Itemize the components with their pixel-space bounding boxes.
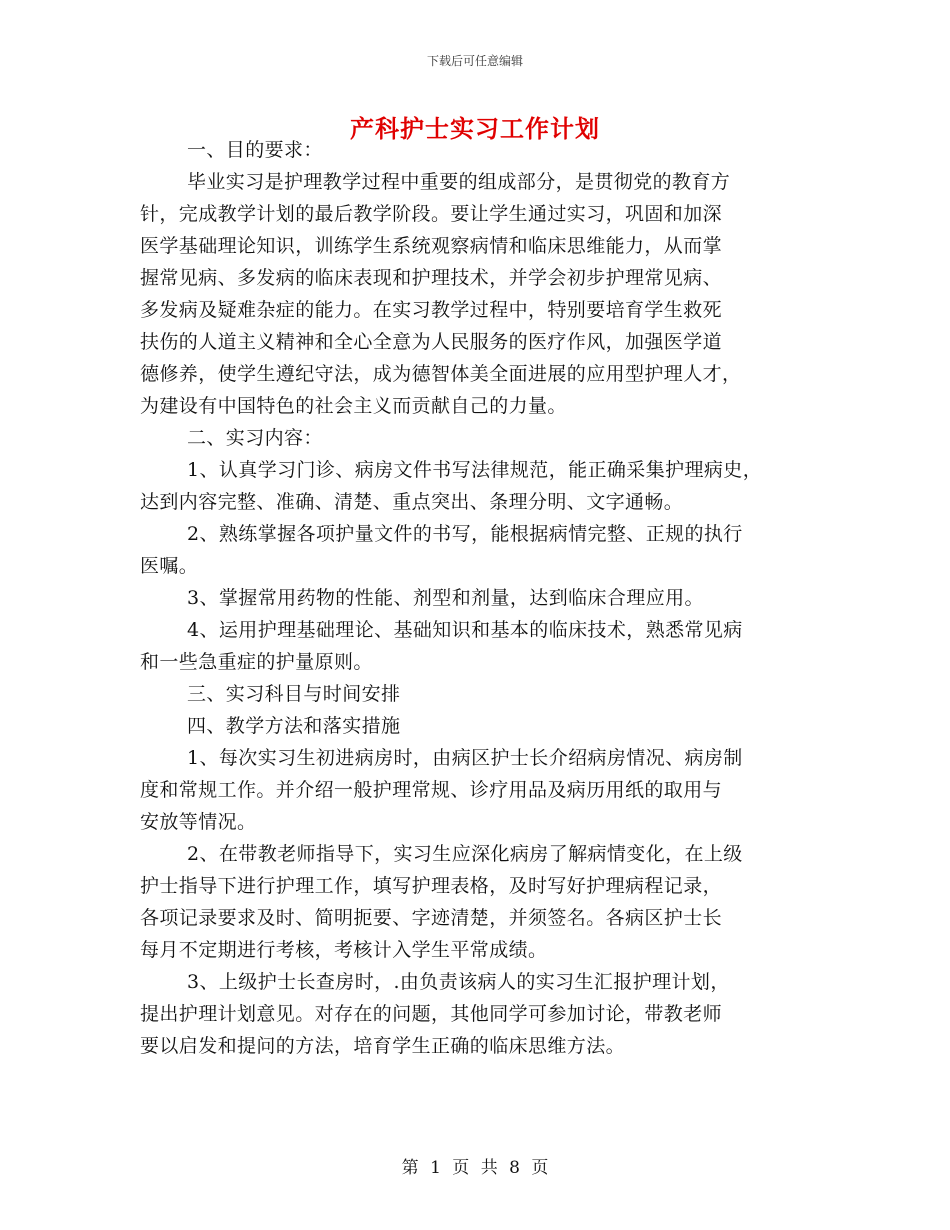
body-line: 德修养，使学生遵纪守法，成为德智体美全面进展的应用型护理人才，	[140, 363, 742, 385]
body-line: 三、实习科目与时间安排	[187, 683, 401, 705]
body-line: 护士指导下进行护理工作，填写护理表格，及时写好护理病程记录，	[140, 875, 723, 897]
body-line: 每月不定期进行考核，考核计入学生平常成绩。	[140, 939, 548, 961]
body-line: 和一些急重症的护量原则。	[140, 651, 373, 673]
body-line: 医嘱。	[140, 555, 199, 577]
body-line: 毕业实习是护理教学过程中重要的组成部分，是贯彻党的教育方	[187, 171, 731, 193]
body-line: 针，完成教学计划的最后教学阶段。要让学生通过实习，巩固和加深	[140, 203, 723, 225]
page-footer: 第 1 页 共 8 页	[401, 1158, 549, 1178]
body-line: 2、熟练掌握各项护量文件的书写，能根据病情完整、正规的执行	[187, 523, 743, 545]
body-line: 二、实习内容：	[187, 427, 323, 449]
body-line: 扶伤的人道主义精神和全心全意为人民服务的医疗作风，加强医学道	[140, 331, 723, 353]
body-line: 2、在带教老师指导下，实习生应深化病房了解病情变化，在上级	[187, 843, 743, 865]
body-line: 3、上级护士长查房时，.由负责该病人的实习生汇报护理计划，	[187, 971, 730, 993]
body-line: 4、运用护理基础理论、基础知识和基本的临床技术，熟悉常见病	[187, 619, 743, 641]
body-line: 提出护理计划意见。对存在的问题，其他同学可参加讨论，带教老师	[140, 1003, 723, 1025]
body-line: 握常见病、多发病的临床表现和护理技术，并学会初步护理常见病、	[140, 267, 723, 289]
body-line: 医学基础理论知识，训练学生系统观察病情和临床思维能力，从而掌	[140, 235, 723, 257]
body-line: 1、认真学习门诊、病房文件书写法律规范，能正确采集护理病史，	[187, 459, 763, 481]
body-line: 达到内容完整、准确、清楚、重点突出、条理分明、文字通畅。	[140, 491, 684, 513]
body-line: 多发病及疑难杂症的能力。在实习教学过程中，特别要培育学生救死	[140, 299, 723, 321]
body-line: 四、教学方法和落实措施	[187, 715, 401, 737]
body-line: 要以启发和提问的方法，培育学生正确的临床思维方法。	[140, 1035, 626, 1057]
body-line: 3、掌握常用药物的性能、剂型和剂量，达到临床合理应用。	[187, 587, 704, 609]
document-title: 产科护士实习工作计划	[350, 115, 600, 143]
document-body	[140, 134, 814, 1062]
header-note: 下载后可任意编辑	[426, 54, 523, 68]
body-line: 为建设有中国特色的社会主义而贡献自己的力量。	[140, 395, 567, 417]
body-line: 度和常规工作。并介绍一般护理常规、诊疗用品及病历用纸的取用与	[140, 779, 723, 801]
body-line: 1、每次实习生初进病房时，由病区护士长介绍病房情况、病房制	[187, 747, 743, 769]
body-line: 安放等情况。	[140, 811, 257, 833]
body-line: 各项记录要求及时、简明扼要、字迹清楚，并须签名。各病区护士长	[140, 907, 723, 929]
body-line: 一、目的要求：	[187, 139, 323, 161]
